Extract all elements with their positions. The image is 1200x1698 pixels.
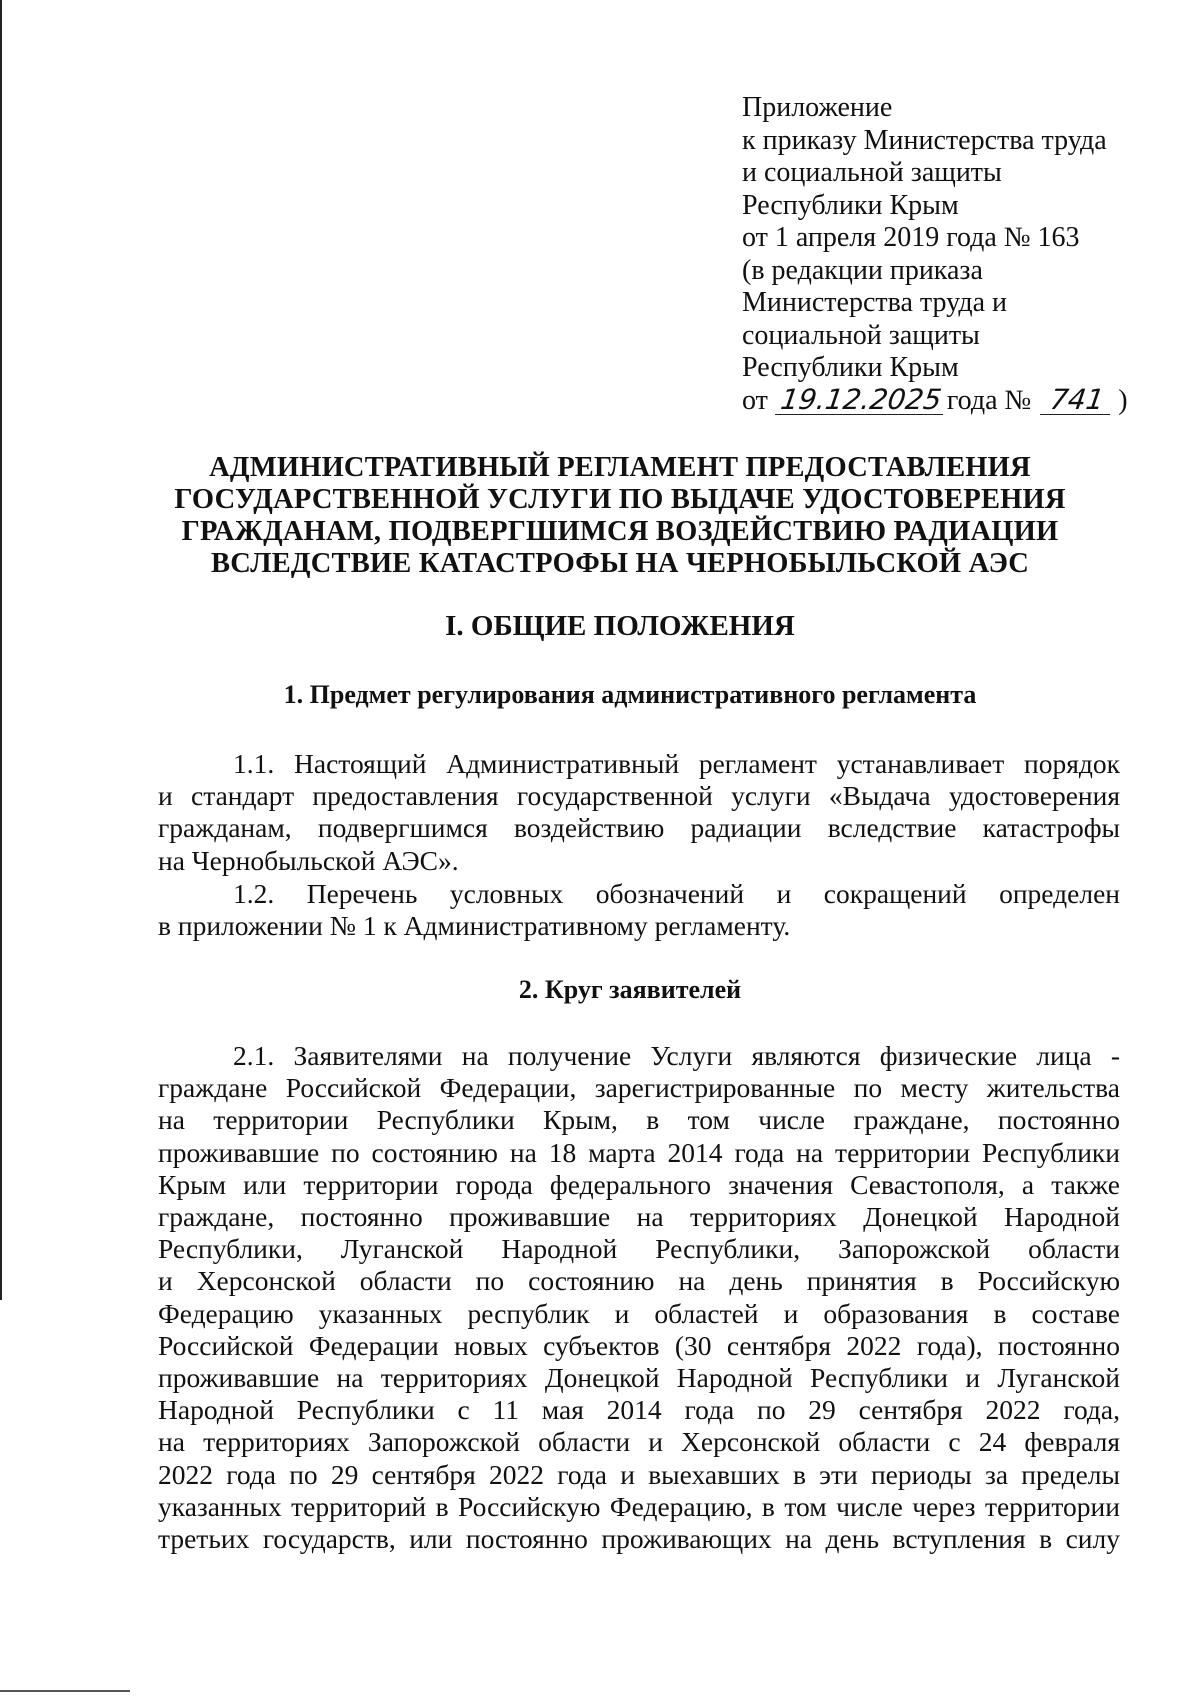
text-line: и Херсонской области по состоянию на день принятия в Российскую <box>158 1265 1120 1297</box>
appendix-line: Министерства труда и <box>742 287 1007 318</box>
text-line: указанных территорий в Российскую Федерацию, в том числе через территории <box>158 1490 1120 1522</box>
text-line: 2022 года по 29 сентября 2022 года и выехавших в эти периоды за пределы <box>158 1458 1120 1490</box>
text-line: Народной Республики с 11 мая 2014 года по 29 сентября 2022 года, <box>158 1394 1120 1426</box>
document-title <box>150 452 1090 580</box>
title-line: ГОСУДАРСТВЕННОЙ УСЛУГИ ПО ВЫДАЧЕ УДОСТОВЕРЕНИЯ <box>174 484 1066 515</box>
title-line: ВСЛЕДСТВИЕ КАТАСТРОФЫ НА ЧЕРНОБЫЛЬСКОЙ АЭС <box>211 548 1029 579</box>
appendix-close-paren: ) <box>1118 384 1128 416</box>
text-line: граждане Российской Федерации, зарегистрированные по месту жительства <box>158 1072 1120 1104</box>
text-line: на Чернобыльской АЭС». <box>158 844 459 876</box>
text-line: третьих государств, или постоянно проживающих на день вступления в силу <box>158 1523 1120 1555</box>
text-line: Республики, Луганской Народной Республики, Запорожской области <box>158 1233 1120 1265</box>
handwritten-number: 741 <box>1040 386 1114 415</box>
appendix-line: Республики Крым <box>742 189 959 221</box>
appendix-line: (в редакции приказа <box>742 254 983 286</box>
text-line: в приложении № 1 к Административному регламенту. <box>158 910 791 942</box>
appendix-line: Приложение <box>742 92 893 123</box>
appendix-line: социальной защиты <box>742 319 980 351</box>
text-line: гражданам, подвергшимся воздействию радиации вследствие катастрофы <box>158 812 1120 844</box>
text-line: Российской Федерации новых субъектов (30 сентября 2022 года), постоянно <box>158 1329 1120 1361</box>
page-bottom-edge <box>0 1690 130 1692</box>
appendix-line: и социальной защиты <box>742 157 1002 188</box>
appendix-line: Республики Крым <box>742 352 959 383</box>
handwritten-date: 19.12.2025 <box>775 386 947 415</box>
text-line: 1.1. Настоящий Административный регламент устанавливает порядок <box>233 748 1120 779</box>
subsection-heading-1: 1. Предмет регулирования административного регламента <box>283 680 977 709</box>
text-line: Крым или территории города федерального значения Севастополя, а также <box>158 1168 1120 1200</box>
page-left-edge <box>0 0 2 1300</box>
section-heading: I. ОБЩИЕ ПОЛОЖЕНИЯ <box>445 610 795 642</box>
paragraph-1-2 <box>158 878 1120 942</box>
text-line: проживавшие по состоянию на 18 марта 2014 года на территории Республики <box>158 1136 1120 1168</box>
appendix-date-line <box>742 382 1142 418</box>
title-line: АДМИНИСТРАТИВНЫЙ РЕГЛАМЕНТ ПРЕДОСТАВЛЕНИЯ <box>209 452 1031 483</box>
text-line: на территории Республики Крым, в том числе граждане, постоянно <box>158 1104 1120 1136</box>
title-line: ГРАЖДАНАМ, ПОДВЕРГШИМСЯ ВОЗДЕЙСТВИЮ РАДИАЦИИ <box>181 516 1059 547</box>
paragraph-1-1 <box>158 748 1120 877</box>
text-line: 1.2. Перечень условных обозначений и сокращений определен <box>233 878 1120 909</box>
text-line: на территориях Запорожской области и Херсонской области с 24 февраля <box>158 1426 1120 1458</box>
paragraph-2-1 <box>158 1040 1120 1555</box>
appendix-date-prefix: от <box>742 384 768 416</box>
appendix-number-label: года № <box>946 384 1032 416</box>
text-line: 2.1. Заявителями на получение Услуги являются физические лица - <box>233 1040 1120 1071</box>
appendix-line: от 1 апреля 2019 года № 163 <box>742 222 1080 253</box>
subsection-heading-2: 2. Круг заявителей <box>518 975 742 1004</box>
appendix-line: к приказу Министерства труда <box>742 124 1107 156</box>
text-line: Федерацию указанных республик и областей и образования в составе <box>158 1297 1120 1329</box>
text-line: граждане, постоянно проживавшие на территориях Донецкой Народной <box>158 1201 1120 1233</box>
text-line: и стандарт предоставления государственной услуги «Выдача удостоверения <box>158 780 1120 812</box>
appendix-block <box>742 92 1142 417</box>
text-line: проживавшие на территориях Донецкой Народной Республики и Луганской <box>158 1362 1120 1394</box>
